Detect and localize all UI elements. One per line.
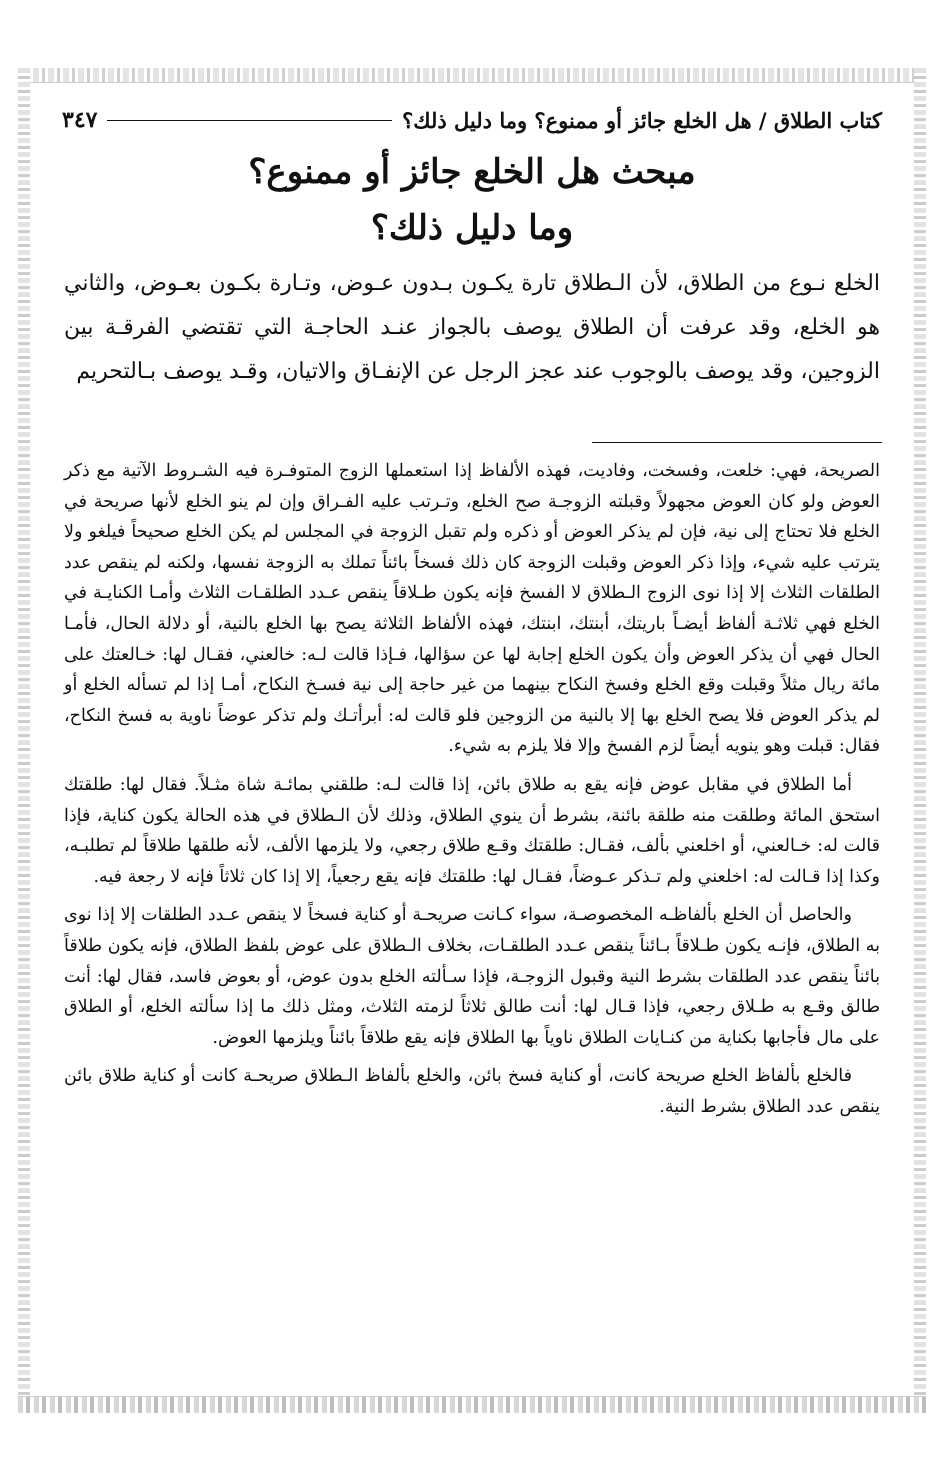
ornamental-border-right — [914, 68, 926, 1412]
running-header-title: كتاب الطلاق / هل الخلع جائز أو ممنوع؟ وما دليل ذلك؟ — [402, 107, 882, 133]
page-number: ٣٤٧ — [62, 107, 98, 133]
ornamental-border-left — [18, 68, 30, 1412]
running-header-rule — [107, 119, 392, 121]
running-header — [62, 104, 882, 136]
footnote-paragraph: فالخلع بألفاظ الخلع صريحة كانت، أو كناية فسخ بائن، والخلع بألفاظ الـطلاق صريحـة كانت أو كناية طلاق بائن ينقص عدد الطلاق بشرط النية. — [64, 1066, 880, 1117]
footnote-paragraph: أما الطلاق في مقابل عوض فإنه يقع به طلاق بائن، إذا قالت لـه: طلقني بمائـة شاة مثـلاً. فقال لها: طلقتك استحق المائة وطلقت منه طلقة بائنة، بشرط أن ينوي الطلاق، وذلك لأن الـطلاق في هذه الحالة يكون كناية، فإذا قالت له: خـالعني، أو اخلعني بألف، فقـال: طلقتك وقـع طلاق رجعي، ولا يلزمها الألف، لأنه طلقها طلاقاً لم تطلبـه، وكذا إذا قـالت له: اخلعني ولم تـذكر عـوضاً، فقـال لها: طلقتك فإنه يقع رجعياً، إلا إذا كان ثلاثاً فإنه لا رجعة فيه. — [64, 774, 880, 887]
section-heading-line-1: مبحث هل الخلع جائز أو ممنوع؟ — [248, 152, 696, 192]
footnote-separator — [592, 442, 882, 443]
footnotes-block — [64, 456, 880, 1130]
ornamental-border-top — [18, 68, 926, 83]
section-heading-line-2: وما دليل ذلك؟ — [370, 208, 574, 248]
footnote-paragraph: الصريحة، فهي: خلعت، وفسخت، وفاديت، فهذه الألفاظ إذا استعملها الزوج المتوفـرة فيه الشـروط الآتية مع ذكر العوض ولو كان العوض مجهولاً وقبلته الزوجـة صح الخلع، وتـرتب عليه الفـراق وإن لم ينو الخلع لأنها صريحة في الخلع فلا تحتاج إلى نية، فإن لم يذكر العوض أو ذكره ولم تقبل الزوجة في المجلس لم يكن الخلع صحيحاً فيلغو ولا يترتب عليه شيء، وإذا ذكر العوض وقبلت الزوجة كان ذلك فسخاً بائناً تملك به الزوجة نفسها، ولكنه لم ينقص عدد الطلقات الثلاث إلا إذا نوى الزوج الـطلاق لا الفسخ فإنه يكون طـلاقاً ينقص عـدد الطلقـات الثلاث وأمـا الكنايـة في الخلع فهي ثلاثـة ألفاظ أيضـاً باريتك، أبنتك، ابنتك، فهذه الألفاظ الثلاثة يصح بها الخلع بالنية، أو دلالة الحال، فأمـا الحال فهي أن يذكر العوض وأن يكون الخلع إجابة لها عن سؤالها، فـإذا قالت لـه: خالعني، فقـال لها: خـالعتك على مائة ريال مثلاً وقبلت وقع الخلع وفسخ النكاح بينهما من غير حاجة إلى نية فسـخ النكاح، أمـا إذا لم تسأله الخلع أو لم يذكر العوض فلا يصح الخلع بها إلا بالنية من الزوجين فلو قالت له: أبرأتـك ولم تذكر عوضاً ناوية به فسخ النكاح، فقال: قبلت وهو ينويه أيضاً لزم الفسخ وإلا فلا يلزم به شيء. — [64, 461, 880, 757]
main-paragraph: الخلع نـوع من الطلاق، لأن الـطلاق تارة يكـون بـدون عـوض، وتـارة بكـون بعـوض، والثاني هو الخلع، وقد عرفت أن الطلاق يوصف بالجواز عنـد الحاجـة التي تقتضي الفرقـة بين الزوجين، وقد يوصف بالوجوب عند عجز الرجل عن الإنفـاق والاتيان، وقـد يوصف بـالتحريم — [64, 271, 880, 384]
ornamental-border-bottom — [18, 1396, 926, 1413]
footnote-paragraph: والحاصل أن الخلع بألفاظـه المخصوصـة، سواء كـانت صريحـة أو كناية فسخاً لا ينقص عـدد الطلقات إلا إذا نوى به الطلاق، فإنـه يكون طـلاقاً بـائناً ينقص عـدد الطلقـات، بخلاف الـطلاق على عوض بلفظ الطلاق، فإنه يكون طلاقاً بائناً ينقص عدد الطلقات بشرط النية وقبول الزوجـة، فإذا سـألته الخلع بدون عوض، أو بعوض فاسد، فقال لها: أنت طالق وقـع به طـلاق رجعي، فإذا قـال لها: أنت طالق ثلاثاً لزمته الثلاث، ومثل ذلك ما إذا سألته الخلع، أو الطلاق على مال فأجابها بكناية من كنـايات الطلاق ناوياً بها الطلاق فإنه يقع طلاقاً بائناً ويلزمها العوض. — [64, 905, 880, 1048]
